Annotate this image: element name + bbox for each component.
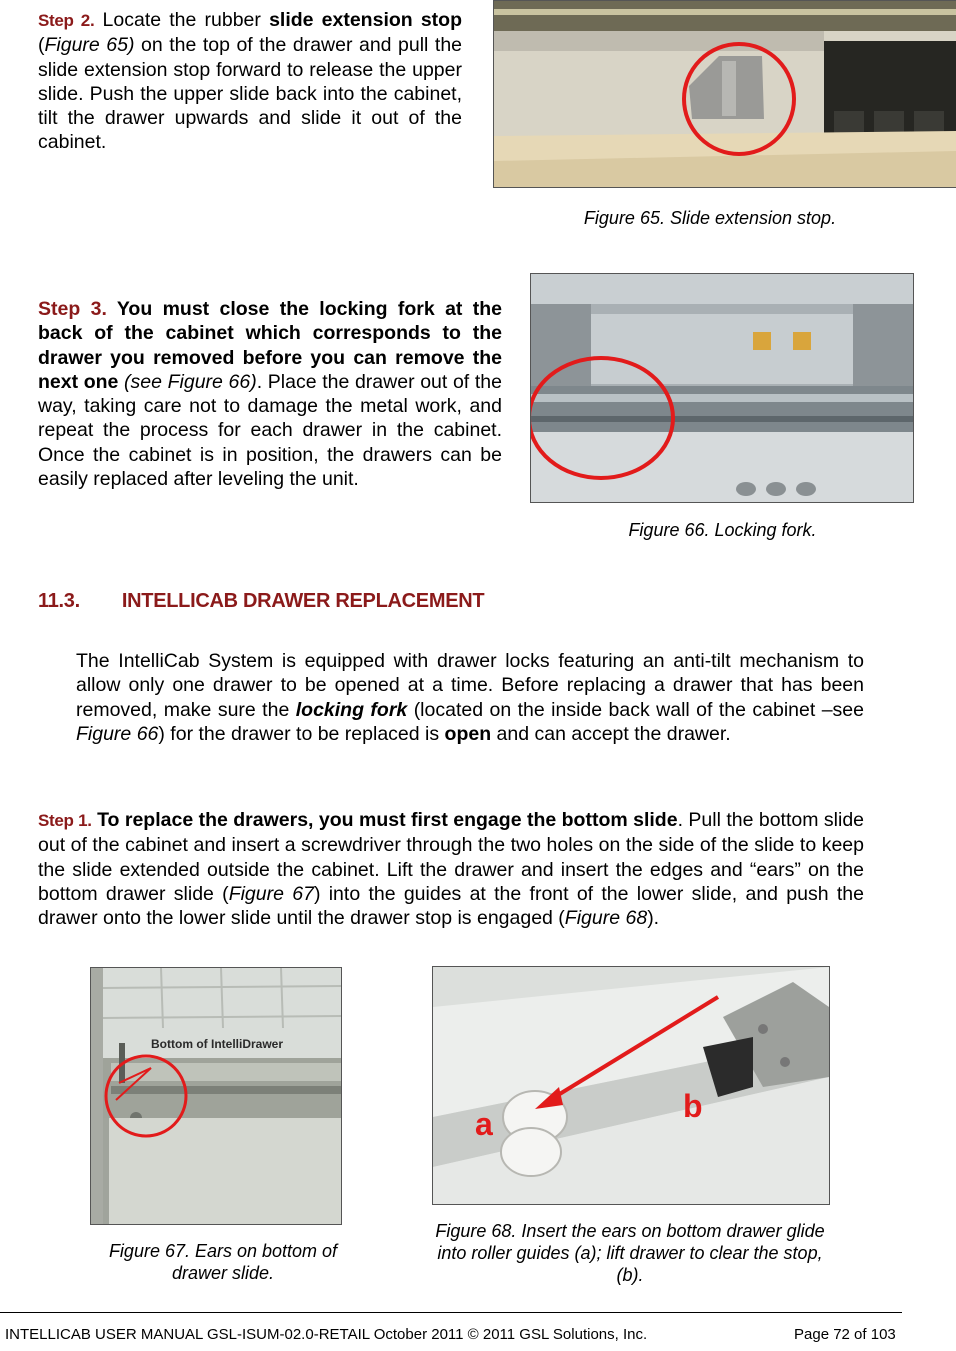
figure-68-label-a: a	[475, 1106, 493, 1142]
figure-67-photo-label: Bottom of IntelliDrawer	[151, 1037, 284, 1051]
step2-label: Step 2.	[38, 11, 95, 30]
figure-65-caption: Figure 65. Slide extension stop.	[583, 208, 837, 228]
footer-left: INTELLICAB USER MANUAL GSL-ISUM-02.0-RETAIL October 2011 © 2011 GSL Solutions, Inc.	[5, 1326, 648, 1343]
figure-67-photo	[90, 967, 342, 1225]
figure-66-photo	[530, 273, 914, 503]
footer-divider	[0, 1312, 902, 1313]
intro-paragraph: The IntelliCab System is equipped with drawer locks featuring an anti-tilt mechanism to allow only one drawer to be opened at a time. Before replacing a drawer that has been removed, make sure the locking fork (located on the inside back wall of the cabinet –see Figure 66) for the drawer to be replaced is open and can accept the drawer.	[76, 650, 864, 745]
footer-page-number: Page 72 of 103	[794, 1326, 896, 1343]
figure-67-caption: Figure 67. Ears on bottom of drawer slide.	[108, 1241, 338, 1283]
step1-paragraph: Step 1. To replace the drawers, you must first engage the bottom slide. Pull the bottom slide out of the cabinet and insert a screwdriver through the two holes on the side of the slide to keep the slide extended outside the cabinet. Lift the drawer and insert the edges and “ears” on the bottom drawer slide (Figure 67) into the guides at the front of the lower slide, and push the drawer onto the lower slide until the drawer stop is engaged (Figure 68).	[38, 809, 865, 930]
section-title: INTELLICAB DRAWER REPLACEMENT	[121, 590, 485, 612]
section-heading	[38, 590, 484, 613]
step3-paragraph: Step 3. You must close the locking fork at the back of the cabinet which corresponds to the drawer you removed before you can remove the next one (see Figure 66). Place the drawer out of the way, taking care not to damage the metal work, and repeat the process for each drawer in the cabinet. Once the cabinet is in position, the drawers can be easily replaced after leveling the unit.	[38, 298, 502, 491]
figure-66-caption: Figure 66. Locking fork.	[628, 520, 817, 540]
step3-label: Step 3.	[38, 298, 107, 320]
figure-68-caption: Figure 68. Insert the ears on bottom drawer glide into roller guides (a); lift drawer to clear the stop, (b).	[435, 1221, 825, 1285]
figure-65-photo	[493, 0, 956, 188]
section-number: 11.3.	[38, 590, 80, 612]
figure-68-photo	[432, 966, 830, 1205]
step2-paragraph: Step 2. Locate the rubber slide extension stop (Figure 65) on the top of the drawer and pull the slide extension stop forward to release the upper slide. Push the upper slide back into the cabinet, tilt the drawer upwards and slide it out of the cabinet.	[38, 9, 463, 154]
figure-68-label-b: b	[683, 1088, 703, 1124]
step1-label: Step 1.	[38, 811, 92, 830]
